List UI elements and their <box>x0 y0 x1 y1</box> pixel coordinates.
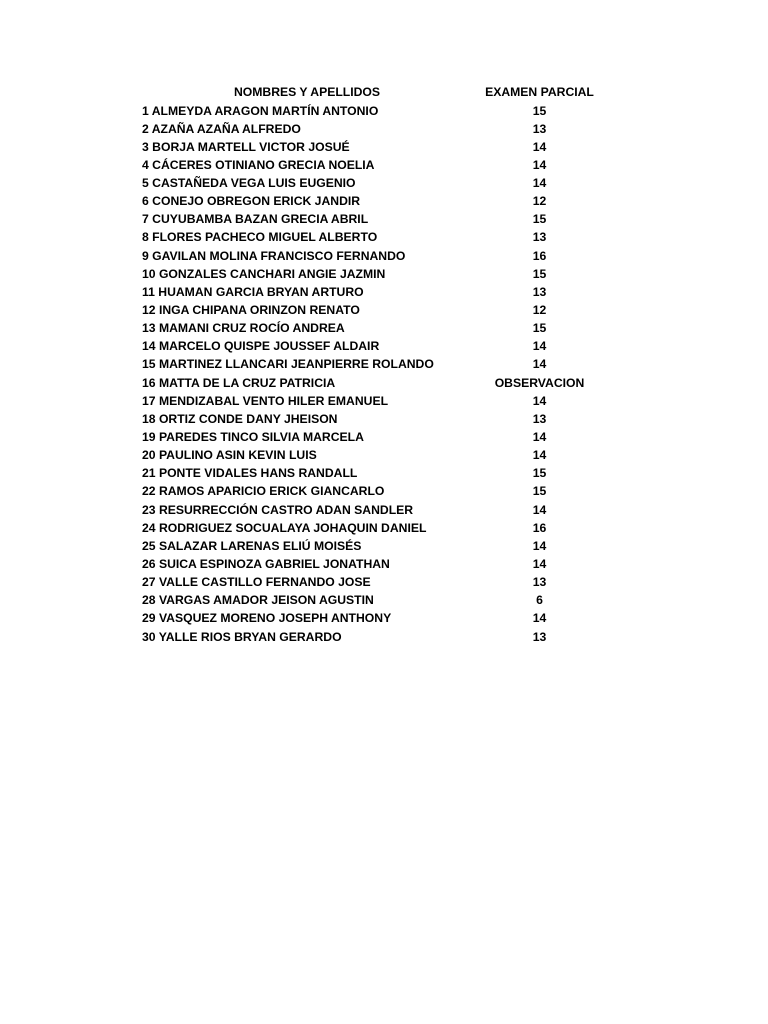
student-grade: 15 <box>532 466 547 481</box>
student-grade: 14 <box>532 393 547 408</box>
student-grade: 15 <box>532 212 547 227</box>
student-name: 4 CÁCERES OTINIANO GRECIA NOELIA <box>142 157 375 172</box>
student-grade: 14 <box>532 139 547 154</box>
table-row <box>142 591 612 609</box>
student-name: 3 BORJA MARTELL VICTOR JOSUÉ <box>142 139 350 154</box>
student-name: 29 VASQUEZ MORENO JOSEPH ANTHONY <box>142 611 392 626</box>
table-header <box>142 84 612 102</box>
student-grade: 14 <box>532 339 547 354</box>
student-grade: 13 <box>532 575 547 590</box>
student-name: 10 GONZALES CANCHARI ANGIE JAZMIN <box>142 266 386 281</box>
table-row <box>142 138 612 156</box>
student-grade: 15 <box>532 103 547 118</box>
student-name: 21 PONTE VIDALES HANS RANDALL <box>142 466 358 481</box>
table-row <box>142 537 612 555</box>
student-grade: OBSERVACION <box>494 375 585 390</box>
student-grade: 14 <box>532 176 547 191</box>
student-grade: 13 <box>532 121 547 136</box>
table-row <box>142 392 612 410</box>
student-grade: 13 <box>532 284 547 299</box>
table-row <box>142 319 612 337</box>
student-grade: 16 <box>532 248 547 263</box>
table-row <box>142 120 612 138</box>
student-name: 26 SUICA ESPINOZA GABRIEL JONATHAN <box>142 557 390 572</box>
table-row <box>142 192 612 210</box>
table-row <box>142 628 612 646</box>
student-name: 9 GAVILAN MOLINA FRANCISCO FERNANDO <box>142 248 406 263</box>
student-grade: 14 <box>532 502 547 517</box>
student-name: 22 RAMOS APARICIO ERICK GIANCARLO <box>142 484 385 499</box>
table-row <box>142 247 612 265</box>
student-name: 16 MATTA DE LA CRUZ PATRICIA <box>142 375 336 390</box>
grade-column-header: EXAMEN PARCIAL <box>485 85 594 99</box>
table-body <box>142 102 612 646</box>
table-row <box>142 174 612 192</box>
table-row <box>142 337 612 355</box>
student-name: 15 MARTINEZ LLANCARI JEANPIERRE ROLANDO <box>142 357 434 372</box>
student-name: 6 CONEJO OBREGON ERICK JANDIR <box>142 194 361 209</box>
table-row <box>142 410 612 428</box>
student-name: 17 MENDIZABAL VENTO HILER EMANUEL <box>142 393 389 408</box>
student-grade: 14 <box>532 157 547 172</box>
student-name: 20 PAULINO ASIN KEVIN LUIS <box>142 448 317 463</box>
student-grade: 13 <box>532 411 547 426</box>
student-grade: 14 <box>532 430 547 445</box>
student-grade: 15 <box>532 484 547 499</box>
table-row <box>142 265 612 283</box>
student-name: 27 VALLE CASTILLO FERNANDO JOSE <box>142 575 371 590</box>
student-name: 8 FLORES PACHECO MIGUEL ALBERTO <box>142 230 378 245</box>
names-column-header: NOMBRES Y APELLIDOS <box>233 85 381 99</box>
student-grade: 14 <box>532 557 547 572</box>
student-grade: 14 <box>532 611 547 626</box>
student-grade: 13 <box>532 629 547 644</box>
student-name: 23 RESURRECCIÓN CASTRO ADAN SANDLER <box>142 502 414 517</box>
student-name: 7 CUYUBAMBA BAZAN GRECIA ABRIL <box>142 212 369 227</box>
table-row <box>142 519 612 537</box>
student-name: 13 MAMANI CRUZ ROCÍO ANDREA <box>142 321 345 336</box>
student-name: 1 ALMEYDA ARAGON MARTÍN ANTONIO <box>142 103 379 118</box>
student-grade: 15 <box>532 266 547 281</box>
table-row <box>142 446 612 464</box>
student-name: 12 INGA CHIPANA ORINZON RENATO <box>142 303 360 318</box>
table-row <box>142 464 612 482</box>
table-row <box>142 156 612 174</box>
table-row <box>142 210 612 228</box>
grades-table <box>142 84 612 646</box>
table-row <box>142 355 612 373</box>
student-name: 30 YALLE RIOS BRYAN GERARDO <box>142 629 342 644</box>
table-row <box>142 555 612 573</box>
student-name: 19 PAREDES TINCO SILVIA MARCELA <box>142 430 364 445</box>
table-row <box>142 501 612 519</box>
table-row <box>142 228 612 246</box>
table-row <box>142 102 612 120</box>
student-name: 18 ORTIZ CONDE DANY JHEISON <box>142 411 338 426</box>
table-row <box>142 609 612 627</box>
student-grade: 16 <box>532 520 547 535</box>
student-grade: 12 <box>532 303 547 318</box>
table-row <box>142 301 612 319</box>
student-grade: 6 <box>536 593 543 608</box>
student-grade: 15 <box>532 321 547 336</box>
student-name: 2 AZAÑA AZAÑA ALFREDO <box>142 121 301 136</box>
student-grade: 14 <box>532 357 547 372</box>
table-row <box>142 428 612 446</box>
table-row <box>142 374 612 392</box>
student-name: 28 VARGAS AMADOR JEISON AGUSTIN <box>142 593 374 608</box>
student-name: 25 SALAZAR LARENAS ELIÚ MOISÉS <box>142 538 362 553</box>
table-row <box>142 573 612 591</box>
student-name: 11 HUAMAN GARCIA BRYAN ARTURO <box>142 284 364 299</box>
table-row <box>142 482 612 500</box>
student-name: 24 RODRIGUEZ SOCUALAYA JOHAQUIN DANIEL <box>142 520 427 535</box>
table-row <box>142 283 612 301</box>
student-grade: 14 <box>532 538 547 553</box>
student-grade: 14 <box>532 448 547 463</box>
student-grade: 12 <box>532 194 547 209</box>
student-name: 14 MARCELO QUISPE JOUSSEF ALDAIR <box>142 339 380 354</box>
student-name: 5 CASTAÑEDA VEGA LUIS EUGENIO <box>142 176 356 191</box>
student-grade: 13 <box>532 230 547 245</box>
